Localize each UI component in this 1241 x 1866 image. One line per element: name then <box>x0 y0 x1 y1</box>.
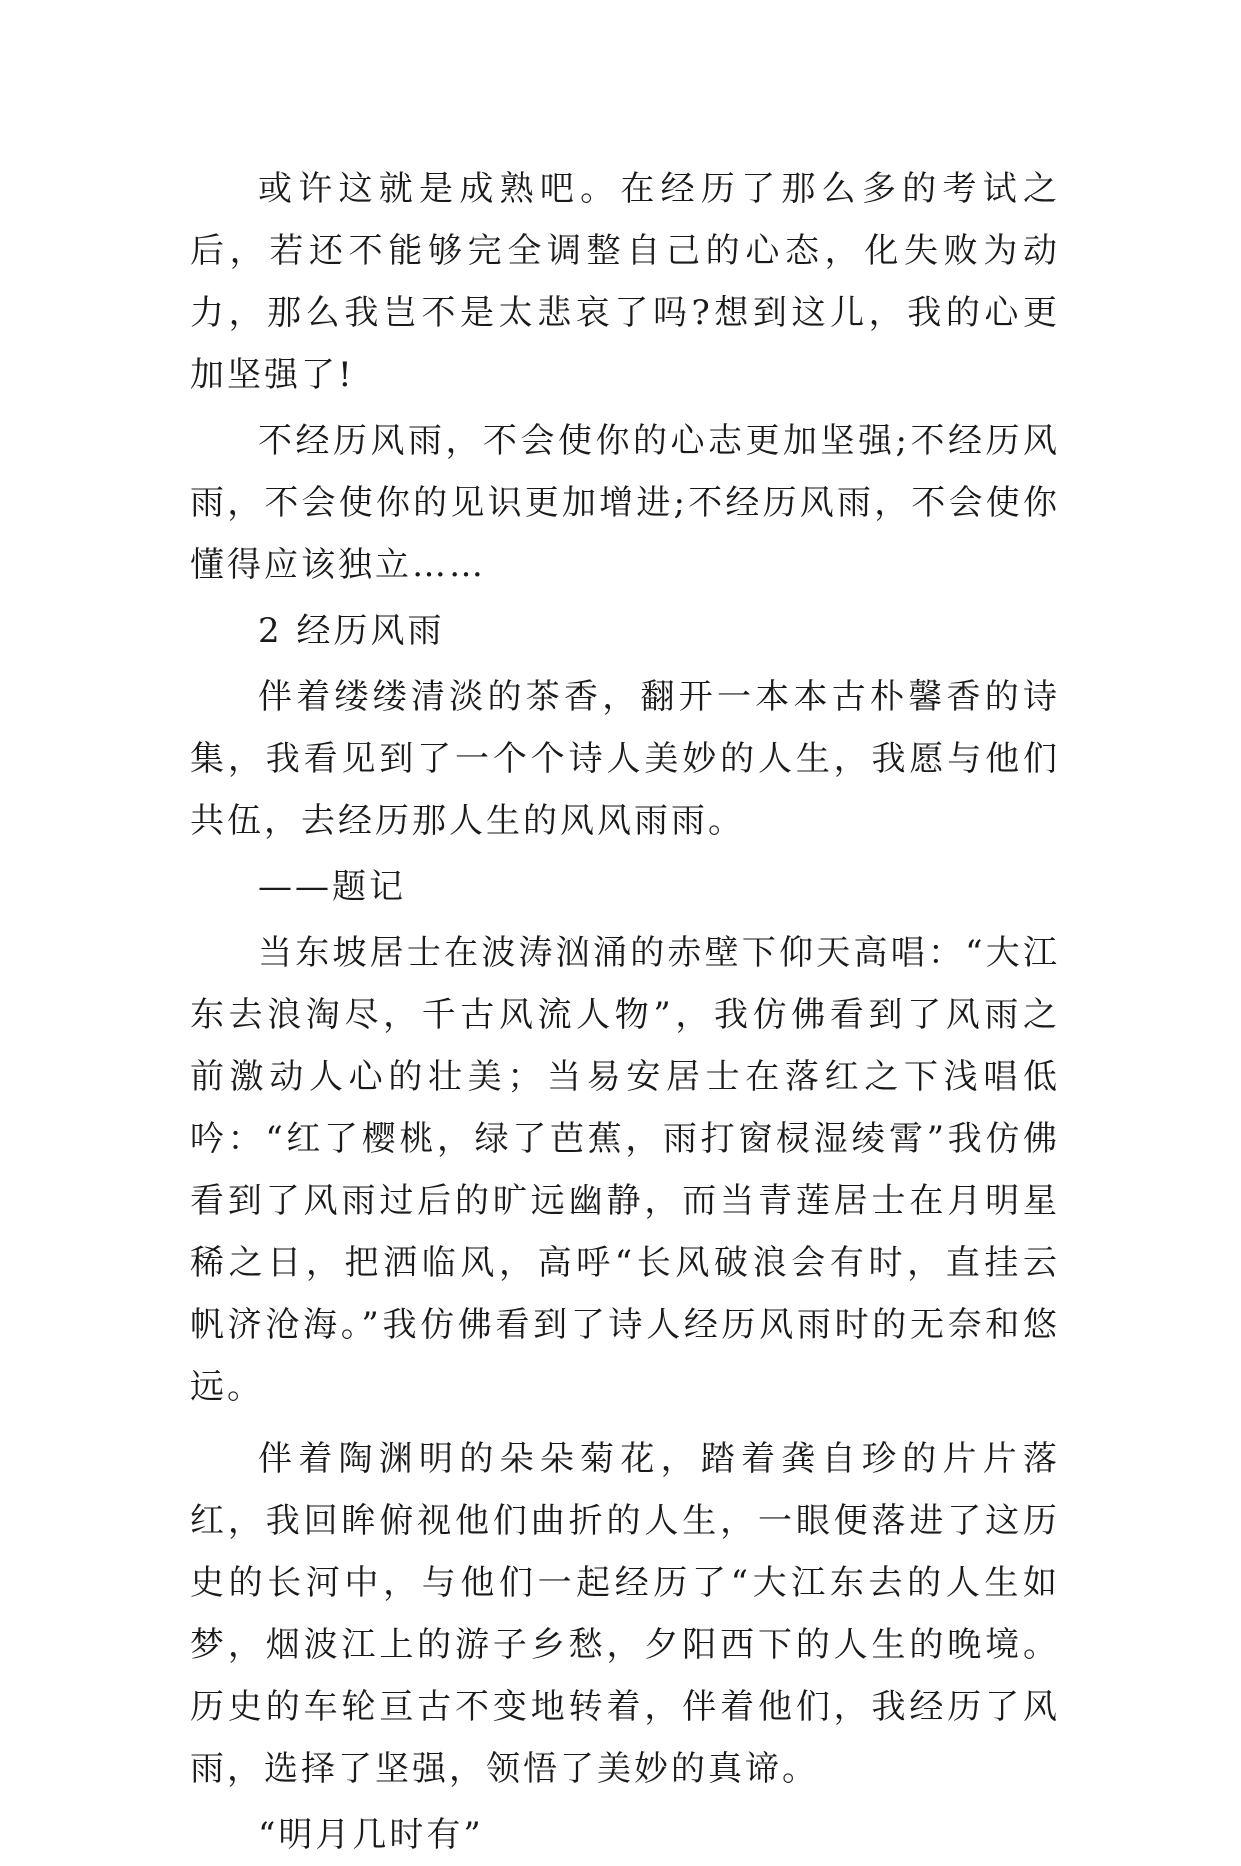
paragraph-poets: 当东坡居士在波涛汹涌的赤壁下仰天高唱：“大江东去浪淘尽，千古风流人物”，我仿佛看到了风雨之前激动人心的壮美；当易安居士在落红之下浅唱低吟：“红了樱桃，绿了芭蕉，雨打窗棂湿绫霄”我仿佛看到了风雨过后的旷远幽静，而当青莲居士在月明星稀之日，把洒临风，高呼“长风破浪会有时，直挂云帆济沧海。”我仿佛看到了诗人经历风雨时的无奈和悠远。 <box>190 933 1060 1407</box>
paragraph-maturity: 或许这就是成熟吧。在经历了那么多的考试之后，若还不能够完全调整自己的心态，化失败为动力，那么我岂不是太悲哀了吗?想到这儿，我的心更加坚强了! <box>190 169 1060 395</box>
document-body <box>190 158 1060 1866</box>
paragraph-tea-poetry: 伴着缕缕清淡的茶香，翻开一本本古朴馨香的诗集，我看见到了一个个诗人美妙的人生，我愿与他们共伍，去经历那人生的风风雨雨。 <box>190 677 1060 841</box>
paragraph-without-storms: 不经历风雨，不会使你的心志更加坚强;不经历风雨，不会使你的见识更加增进;不经历风雨，不会使你懂得应该独立…… <box>190 421 1060 585</box>
paragraph-history: 伴着陶渊明的朵朵菊花，踏着龚自珍的片片落红，我回眸俯视他们曲折的人生，一眼便落进了这历史的长河中，与他们一起经历了“大江东去的人生如梦，烟波江上的游子乡愁，夕阳西下的人生的晚境。历史的车轮亘古不变地转着，伴着他们，我经历了风雨，选择了坚强，领悟了美妙的真谛。 <box>190 1439 1060 1789</box>
epigraph-label: ——题记 <box>258 867 406 907</box>
section-heading: 2 经历风雨 <box>258 611 445 651</box>
quote-line: “明月几时有” <box>258 1815 484 1855</box>
